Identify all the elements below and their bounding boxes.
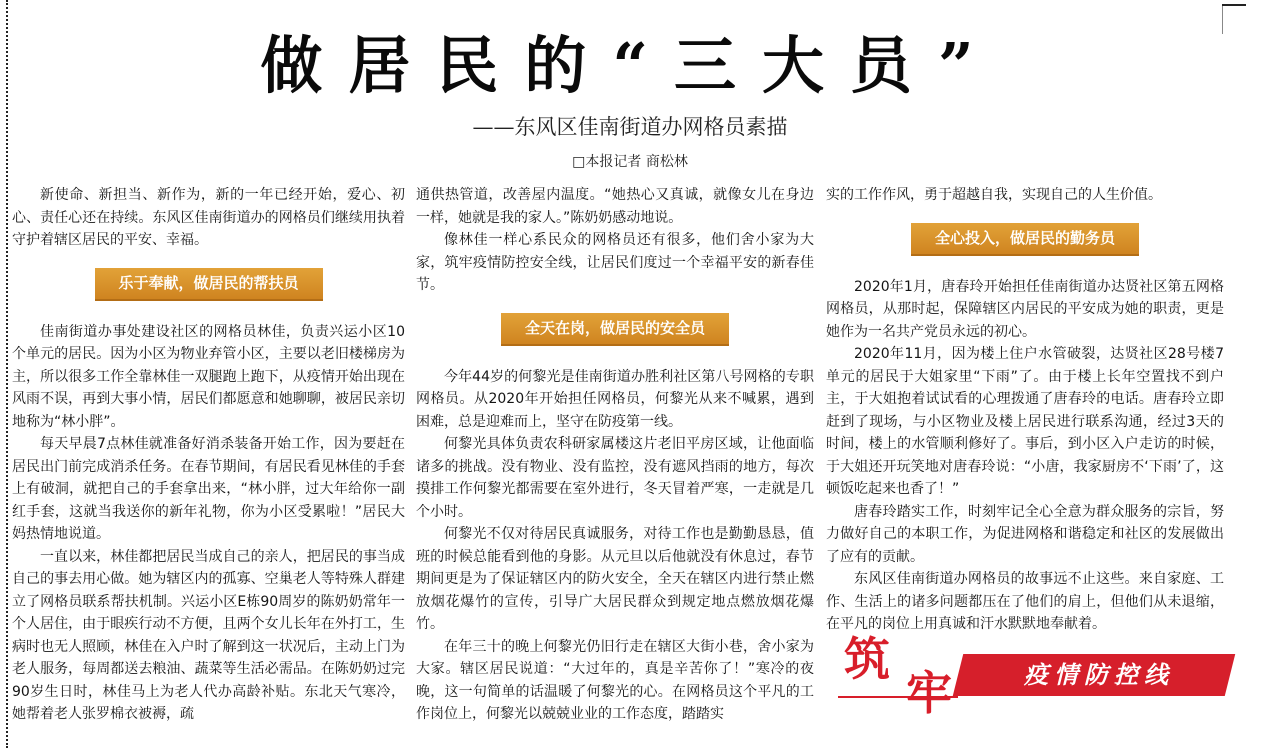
- paragraph: 实的工作作风，勇于超越自我，实现自己的人生价值。: [826, 187, 1162, 203]
- paragraph: 一直以来，林佳都把居民当成自己的亲人，把居民的事当成自己的事去用心做。她为辖区内的孤寡、空巢老人等特殊人群建立了网格员联系帮扶机制。兴运小区E栋90周岁的陈奶奶常年一个人居住，由于眼疾行动不方便，且两个女儿长年在外打工，生病时也无人照顾，林佳在入户时了解到这一状况后，主动上门为老人服务，每周都送去粮油、蔬菜等生活必需品。在陈奶奶过完90岁生日时，林佳马上为老人代办高龄补贴。东北天气寒冷，她帮着老人张罗棉衣被褥，疏: [12, 548, 405, 722]
- banner-text: 疫情防控线: [1024, 660, 1174, 689]
- section-heading-service: 全心投入，做居民的勤务员: [911, 223, 1139, 254]
- paragraph: 在年三十的晚上何黎光仍旧行走在辖区大街小巷，舍小家为大家。辖区居民说道：“大过年的，真是辛苦你了！”寒冷的夜晚，这一句简单的话温暖了何黎光的心。在网格员这个平凡的工作岗位上，何黎光以兢兢业业的工作态度，踏踏实: [416, 638, 814, 722]
- column-2: [416, 184, 814, 726]
- paragraph: 2020年11月，因为楼上住户水管破裂，达贤社区28号楼7单元的居民于大姐家里“下雨”了。由于楼上长年空置找不到户主，于大姐抱着试试看的心理拨通了唐春玲的电话。唐春玲立即赶到了现场，与小区物业及楼上居民进行联系沟通，经过3天的时间，楼上的水管顺利修好了。事后，到小区入户走访的时候，于大姐还开玩笑地对唐春玲说：“小唐，我家厨房不‘下雨’了，这顿饭吃起来也香了！”: [826, 346, 1224, 497]
- paragraph: 何黎光具体负责农科研家属楼这片老旧平房区域，让他面临诸多的挑战。没有物业、没有监控，没有遮风挡雨的地方，每次摸排工作何黎光都需要在室外进行，冬天冒着严寒，一走就是几个小时。: [416, 436, 814, 520]
- paragraph: 何黎光不仅对待居民真诚服务，对待工作也是勤勤恳恳，值班的时候总能看到他的身影。从元旦以后他就没有休息过，春节期间更是为了保证辖区内的防火安全，全天在辖区内进行禁止燃放烟花爆竹的宣传，引导广大居民群众到规定地点燃放烟花爆竹。: [416, 526, 814, 632]
- paragraph: 东风区佳南街道办网格员的故事远不止这些。来自家庭、工作、生活上的诸多问题都压在了他们的肩上，但他们从未退缩，在平凡的岗位上用真诚和汗水默默地奉献着。: [826, 571, 1224, 632]
- headline: 做居民的“三大员”: [260, 29, 1000, 102]
- paragraph: 佳南街道办事处建设社区的网格员林佳，负责兴运小区10个单元的居民。因为小区为物业弃管小区，主要以老旧楼梯房为主，所以很多工作全靠林佳一双腿跑上跑下，从疫情开始出现在风雨不误，再到大事小情，居民们都愿意和她聊聊，被居民亲切地称为“林小胖”。: [12, 323, 405, 430]
- paragraph: 今年44岁的何黎光是佳南街道办胜利社区第八号网格的专职网格员。从2020年开始担任网格员，何黎光从来不喊累，遇到困难，总是迎难而上，坚守在防疫第一线。: [416, 368, 814, 430]
- corner-rule-horizontal: [1222, 4, 1246, 6]
- column-1: [12, 184, 405, 726]
- column-3: [826, 184, 1224, 636]
- section-heading-safety: 全天在岗，做居民的安全员: [501, 313, 729, 344]
- banner-char-2: 牢: [906, 666, 952, 720]
- paragraph: 像林佳一样心系民众的网格员还有很多，他们舍小家为大家，筑牢疫情防控安全线，让居民们度过一个幸福平安的新春佳节。: [416, 232, 814, 293]
- paragraph: 2020年1月，唐春玲开始担任佳南街道办达贤社区第五网格网格员，从那时起，保障辖区内居民的平安成为她的职责，更是她作为一名共产党员永远的初心。: [826, 278, 1224, 340]
- paragraph: 唐春玲踏实工作，时刻牢记全心全意为群众服务的宗旨，努力做好自己的本职工作，为促进网格和谐稳定和社区的发展做出了应有的贡献。: [826, 503, 1224, 565]
- byline: □本报记者 商松林: [572, 154, 688, 170]
- epidemic-control-banner: [838, 632, 1238, 744]
- paragraph: 通供热管道，改善屋内温度。“她热心又真诚，就像女儿在身边一样，她就是我的家人。”陈奶奶感动地说。: [416, 187, 814, 226]
- subtitle: ——东风区佳南街道办网格员素描: [472, 115, 788, 139]
- banner-char-1: 筑: [844, 632, 890, 686]
- intro-paragraph: 新使命、新担当、新作为，新的一年已经开始，爱心、初心、责任心还在持续。东风区佳南街道办的网格员们继续用执着守护着辖区居民的平安、幸福。: [12, 187, 405, 248]
- paragraph: 每天早晨7点林佳就准备好消杀装备开始工作，因为要赶在居民出门前完成消杀任务。在春节期间，有居民看见林佳的手套上有破洞，就把自己的手套拿出来，“林小胖，过大年给你一副红手套，这就当我送你的新年礼物，你为小区受累啦！”居民大妈热情地说道。: [12, 436, 405, 542]
- section-heading-helper: 乐于奉献，做居民的帮扶员: [95, 268, 323, 299]
